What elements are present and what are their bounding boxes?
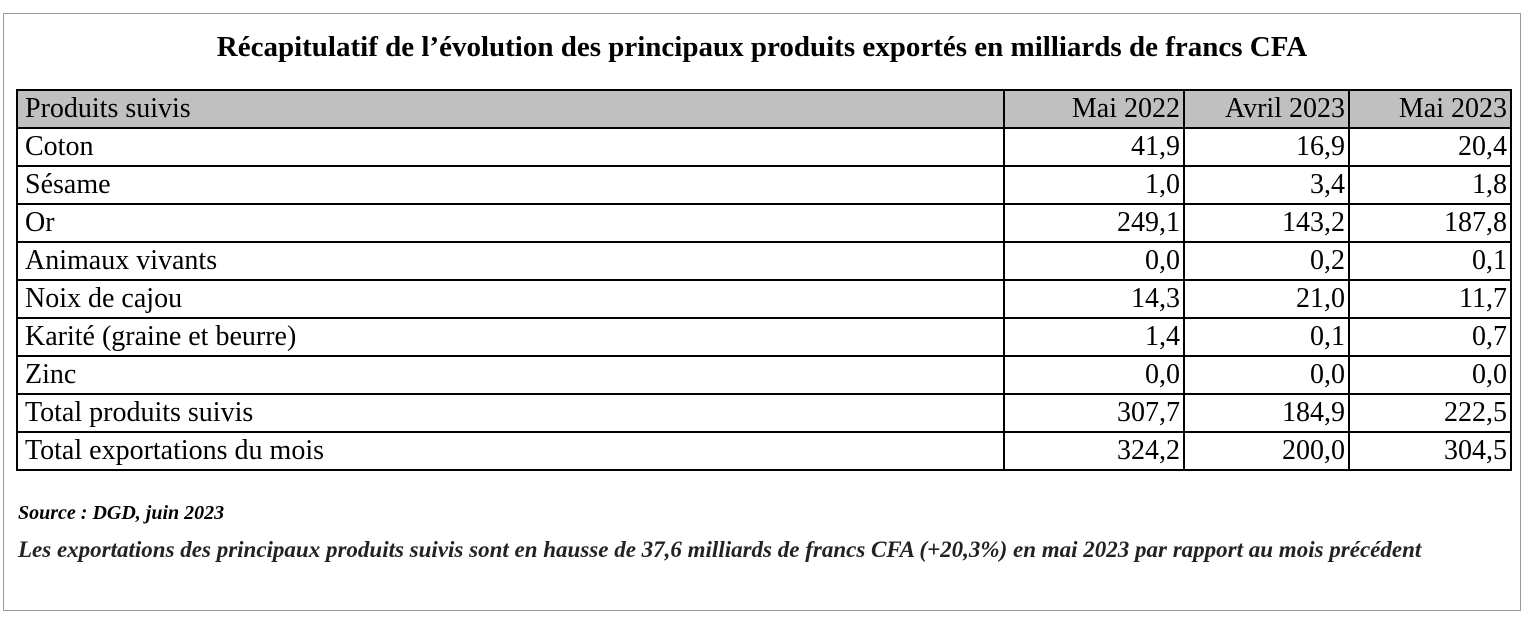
cell-value: 222,5 xyxy=(1349,394,1511,432)
cell-value: 1,8 xyxy=(1349,166,1511,204)
cell-value: 0,0 xyxy=(1004,356,1184,394)
table-row xyxy=(17,204,1511,242)
source-line: Source : DGD, juin 2023 xyxy=(18,502,225,524)
cell-value: 304,5 xyxy=(1349,432,1511,470)
cell-value: 0,1 xyxy=(1184,318,1349,356)
table-header-row xyxy=(17,90,1511,128)
cell-value: 307,7 xyxy=(1004,394,1184,432)
row-label: Coton xyxy=(17,128,1004,166)
cell-value: 249,1 xyxy=(1004,204,1184,242)
table-row xyxy=(17,280,1511,318)
table-row xyxy=(17,356,1511,394)
cell-value: 143,2 xyxy=(1184,204,1349,242)
cell-value: 200,0 xyxy=(1184,432,1349,470)
table-row xyxy=(17,432,1511,470)
table-row xyxy=(17,166,1511,204)
document-title: Récapitulatif de l’évolution des principaux produits exportés en milliards de francs CFA xyxy=(216,31,1308,63)
exports-table xyxy=(16,89,1512,471)
column-header-mai-2022: Mai 2022 xyxy=(1004,90,1184,128)
table-row xyxy=(17,128,1511,166)
cell-value: 1,0 xyxy=(1004,166,1184,204)
cell-value: 14,3 xyxy=(1004,280,1184,318)
cell-value: 1,4 xyxy=(1004,318,1184,356)
cell-value: 11,7 xyxy=(1349,280,1511,318)
summary-note: Les exportations des principaux produits suivis sont en hausse de 37,6 milliards de francs CFA (+20,3%) en mai 2023 par rapport au mois précédent xyxy=(18,537,1422,562)
column-header-avril-2023: Avril 2023 xyxy=(1184,90,1349,128)
row-label: Total exportations du mois xyxy=(17,432,1004,470)
row-label: Karité (graine et beurre) xyxy=(17,318,1004,356)
column-header-mai-2023: Mai 2023 xyxy=(1349,90,1511,128)
cell-value: 16,9 xyxy=(1184,128,1349,166)
cell-value: 0,2 xyxy=(1184,242,1349,280)
cell-value: 184,9 xyxy=(1184,394,1349,432)
row-label: Animaux vivants xyxy=(17,242,1004,280)
cell-value: 3,4 xyxy=(1184,166,1349,204)
row-label: Or xyxy=(17,204,1004,242)
table-row xyxy=(17,318,1511,356)
row-label: Total produits suivis xyxy=(17,394,1004,432)
row-label: Sésame xyxy=(17,166,1004,204)
cell-value: 0,0 xyxy=(1004,242,1184,280)
cell-value: 0,0 xyxy=(1184,356,1349,394)
cell-value: 20,4 xyxy=(1349,128,1511,166)
cell-value: 324,2 xyxy=(1004,432,1184,470)
cell-value: 0,0 xyxy=(1349,356,1511,394)
cell-value: 21,0 xyxy=(1184,280,1349,318)
table-row xyxy=(17,394,1511,432)
row-label: Zinc xyxy=(17,356,1004,394)
cell-value: 0,1 xyxy=(1349,242,1511,280)
column-header-product: Produits suivis xyxy=(17,90,1004,128)
row-label: Noix de cajou xyxy=(17,280,1004,318)
table-row xyxy=(17,242,1511,280)
cell-value: 187,8 xyxy=(1349,204,1511,242)
cell-value: 0,7 xyxy=(1349,318,1511,356)
cell-value: 41,9 xyxy=(1004,128,1184,166)
